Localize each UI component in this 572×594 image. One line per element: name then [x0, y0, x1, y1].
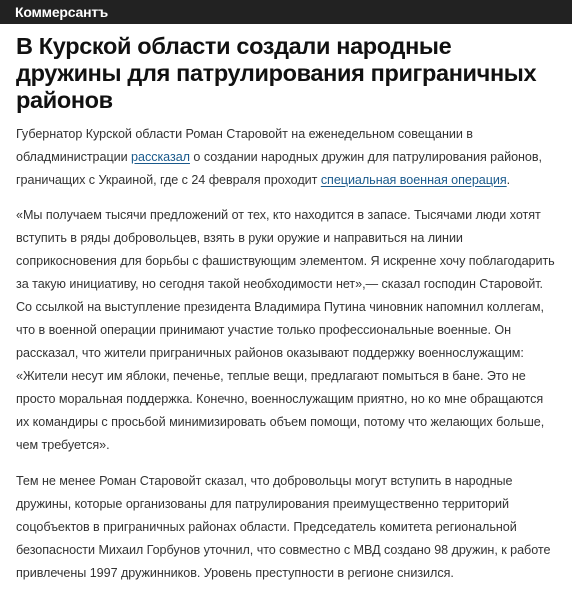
article [16, 33, 558, 585]
article-closing-paragraph: Тем не менее Роман Старовойт сказал, что добровольцы могут вступить в народные дружины, которые организованы для патрулирования преимущественно территорий соцобъектов в приграничных районах области. Председатель комитета региональной безопасности Михаил Горбунов уточнил, что совместно с МВД создано 98 дружин, к работе привлечены 1997 дружинников. Уровень преступности в регионе снизился. [16, 474, 551, 580]
lead-text-2: о создании народных дружин для патрулирования районов, граничащих с Украиной, где с 24 февраля проходит [16, 150, 542, 187]
lead-text-1: Губернатор Курской области Роман Старовойт на еженедельном совещании в обладминистрации [16, 127, 473, 164]
article-quote-paragraph: «Мы получаем тысячи предложений от тех, кто находится в запасе. Тысячами люди хотят вступить в ряды добровольцев, взять в руки оружие и направиться на линии соприкосновения для борьбы с фашиствующим элементом. Я искренне хочу поблагодарить за такую инициативу, но сегодня такой необходимости нет»,— сказал господин Старовойт. Со ссылкой на выступление президента Владимира Путина чиновник напомнил коллегам, что в военной операции принимают участие только профессиональные военные. Он рассказал, что жители приграничных районов оказывают поддержку военнослужащим: «Жители несут им яблоки, печенье, теплые вещи, предлагают помыться в бане. Это не просто моральная поддержка. Конечно, военнослужащим приятно, но ко мне обращаются их командиры с просьбой минимизировать объем помощи, потому что желающих больше, чем требуется». [16, 208, 555, 452]
article-headline: В Курской области создали народные дружины для патрулирования приграничных районов [16, 33, 537, 113]
masthead [0, 0, 572, 24]
link-special-operation[interactable]: специальная военная операция [320, 173, 507, 187]
article-lead [16, 123, 558, 192]
link-rasskazal[interactable]: рассказал [131, 150, 190, 164]
site-logo[interactable]: Коммерсантъ [15, 4, 109, 20]
lead-text-3: . [506, 173, 511, 187]
